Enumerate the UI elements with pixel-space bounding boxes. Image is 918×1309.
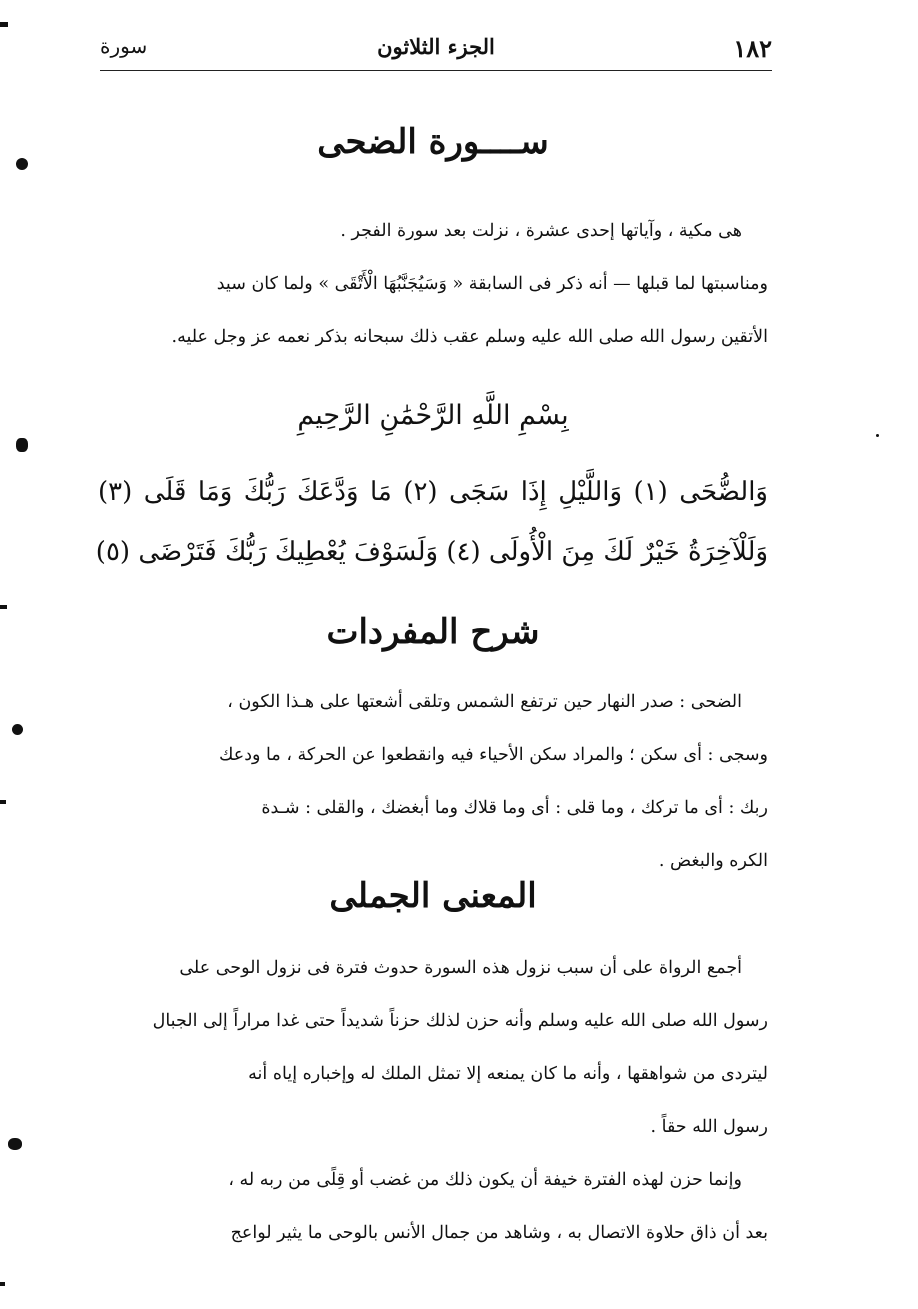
vocab-line: ربك : أى ما تركك ، وما قلى : أى وما قلاك وما أبغضك ، والقلى : شـدة	[261, 798, 768, 818]
scan-artifact	[0, 1282, 5, 1286]
verses-block	[95, 462, 768, 582]
section-heading-meaning	[98, 876, 768, 916]
vocab-line: الكره والبغض .	[658, 851, 768, 871]
vocab-line: وسجى : أى سكن ؛ والمراد سكن الأحياء فيه وانقطعوا عن الحركة ، ما ودعك	[219, 745, 768, 765]
page-number: ١٨٢	[733, 34, 772, 63]
intro-line: هى مكية ، وآياتها إحدى عشرة ، نزلت بعد سورة الفجر .	[340, 221, 742, 241]
meaning-line: بعد أن ذاق حلاوة الاتصال به ، وشاهد من جمال الأنس بالوحى ما يثير لواعج	[230, 1223, 768, 1243]
scan-artifact	[16, 158, 28, 170]
intro-paragraph	[98, 205, 768, 364]
scan-artifact	[12, 724, 23, 735]
running-title: الجزء الثلاثون	[377, 34, 495, 59]
meaning-paragraph	[98, 942, 768, 1260]
scan-artifact	[16, 438, 28, 452]
intro-line: الأتقين رسول الله صلى الله عليه وسلم عقب ذلك سبحانه بذكر نعمه عز وجل عليه.	[171, 327, 768, 347]
intro-line: ومناسبتها لما قبلها — أنه ذكر فى السابقة « وَسَيُجَنَّبُهَا الْأَتْقَى » ولما كان سيد	[216, 274, 768, 294]
scan-artifact	[8, 1138, 22, 1150]
sura-title-text: ســــورة الضحى	[317, 122, 549, 162]
verse-line: وَلَلْآخِرَةُ خَيْرٌ لَكَ مِنَ الْأُولَى (٤) وَلَسَوْفَ يُعْطِيكَ رَبُّكَ فَتَرْضَى (٥)	[95, 537, 768, 567]
basmala-text: بِسْمِ اللَّهِ الرَّحْمَٰنِ الرَّحِيمِ	[297, 400, 569, 431]
sura-title	[98, 122, 768, 162]
scan-artifact	[0, 22, 8, 27]
sura-label: سورة	[100, 34, 148, 58]
verse-line: وَالضُّحَى (١) وَاللَّيْلِ إِذَا سَجَى (٢) مَا وَدَّعَكَ رَبُّكَ وَمَا قَلَى (٣)	[98, 477, 768, 507]
meaning-line: رسول الله صلى الله عليه وسلم وأنه حزن لذلك حزناً شديداً حتى غدا مراراً إلى الجبال	[152, 1011, 768, 1031]
section-heading-text: شرح المفردات	[326, 612, 540, 652]
meaning-line: وإنما حزن لهذه الفترة خيفة أن يكون ذلك من غضب أو قِلًى من ربه له ،	[228, 1170, 742, 1190]
scan-artifact	[0, 605, 7, 609]
section-heading-vocabulary	[98, 612, 768, 652]
scan-artifact	[0, 800, 6, 804]
page-header	[100, 30, 772, 71]
scan-artifact	[876, 434, 879, 437]
vocabulary-paragraph	[98, 676, 768, 888]
basmala	[98, 400, 768, 431]
vocab-line: الضحى : صدر النهار حين ترتفع الشمس وتلقى أشعتها على هـذا الكون ،	[227, 692, 742, 712]
meaning-line: رسول الله حقاً .	[650, 1117, 768, 1137]
section-heading-text: المعنى الجملى	[329, 876, 537, 916]
meaning-line: ليتردى من شواهقها ، وأنه ما كان يمنعه إلا تمثل الملك له وإخباره إياه أنه	[248, 1064, 768, 1084]
meaning-line: أجمع الرواة على أن سبب نزول هذه السورة حدوث فترة فى نزول الوحى على	[179, 958, 742, 978]
